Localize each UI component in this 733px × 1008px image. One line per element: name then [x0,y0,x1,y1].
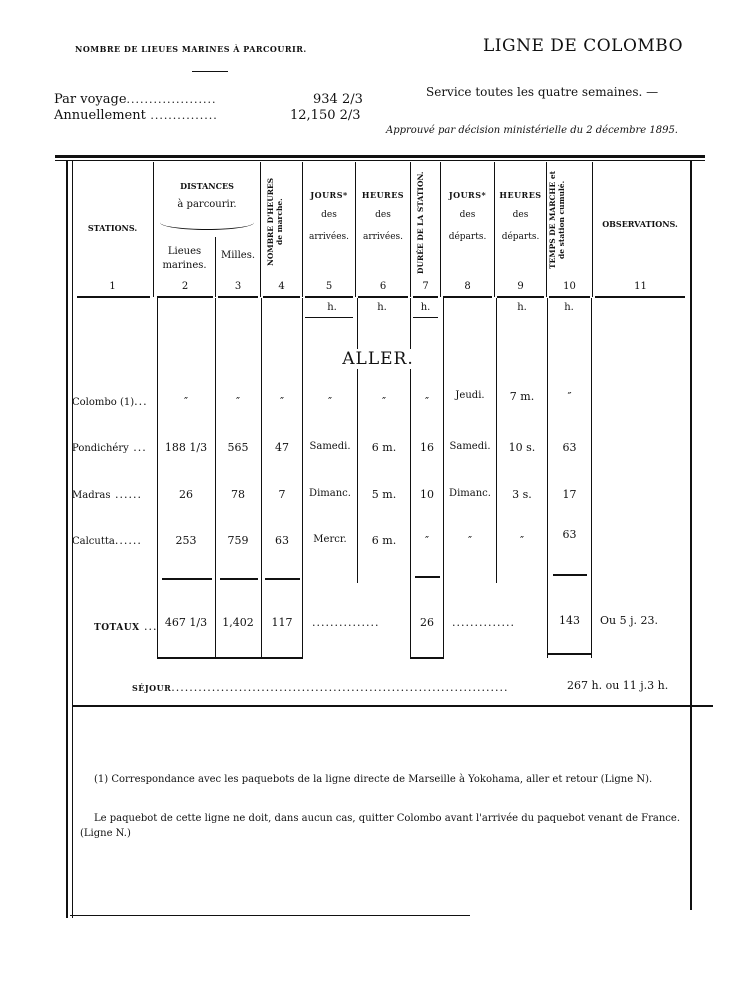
header-underline [549,296,590,298]
total-observation: Ou 5 j. 23. [600,614,658,627]
header-heures-marche: NOMBRE D'HEURES de marche. [266,177,284,267]
annuellement-label: Annuellement ............... [54,108,218,123]
unit-h: h. [327,302,337,313]
row-station: Colombo (1)... [72,395,148,408]
col-sep [260,162,261,297]
totals-box-bottom [157,657,303,659]
line-title: LIGNE DE COLOMBO [483,36,684,56]
cell-heures: 63 [275,534,289,547]
brace-icon [160,215,254,230]
header-stations: STATIONS. [87,223,138,233]
station-name: Pondichéry [72,443,129,454]
section-aller: ALLER. [318,349,438,369]
header-temps-marche: TEMPS DE MARCHE et de station cumulé. [548,170,566,270]
total-cumul: 143 [559,614,580,627]
cell-heure-dep: 7 m. [509,390,535,403]
totals-box-bottom [547,653,592,655]
service-frequency: Service toutes les quatre semaines. — [426,85,659,99]
note-paquebot: Le paquebot de cette ligne ne doit, dans aucun cas, quitter Colombo avant l'arrivée du paquebot venant de France. (Ligne N.) [80,813,680,839]
body-col-sep [302,298,303,658]
unit-h: h. [377,302,387,313]
header-jours-departs: JOURS* des départs. [448,190,487,242]
col-num-3: 3 [234,281,242,292]
totals-label-text: TOTAUX [94,623,140,633]
body-col-sep [443,298,444,658]
header-underline [77,296,150,298]
header-distances: DISTANCES [180,181,234,191]
cell-milles: ″ [235,395,241,408]
sejour-line: SÉJOUR........................................................................... [132,681,509,694]
col-sep [355,162,356,297]
cell-heure-dep: ″ [519,534,525,547]
header-observations: OBSERVATIONS. [602,219,678,229]
cell-jour-dep: ″ [467,534,473,547]
table-left-border [66,160,68,918]
title-rule [192,71,228,72]
top-left-title: NOMBRE DE LIEUES MARINES À PARCOURIR. [75,44,307,54]
total-rule [265,578,300,580]
header-underline [263,296,300,298]
col-num-11: 11 [634,281,647,292]
cell-jour-dep: Samedi. [449,441,491,452]
cell-heures: 47 [275,441,289,454]
col-num-2: 2 [181,281,189,292]
row-station: Pondichéry ... [72,441,147,454]
cell-duree: ″ [424,395,430,408]
body-col-sep [591,298,592,658]
sejour-label: SÉJOUR [132,683,172,693]
header-heures-departs: HEURES des départs. [499,190,542,242]
unit-underline [305,317,353,318]
cell-duree: ″ [424,534,430,547]
header-underline [497,296,544,298]
row-station: Madras ...... [72,488,142,501]
page-bottom-rule [70,915,470,916]
total-rule [220,578,258,580]
col-num-8: 8 [464,281,471,292]
total-heures: 117 [271,616,293,629]
total-rule [553,574,587,576]
col-num-4: 4 [278,281,285,292]
cell-heure-arr: 6 m. [371,534,397,547]
cell-cumul: ″ [567,390,572,403]
header-jours-arrivees: JOURS* des arrivées. [308,190,350,242]
header-underline [218,296,258,298]
col-sep [546,162,547,297]
col-sep [410,162,411,297]
cell-jour-dep: Jeudi. [455,390,485,401]
cell-heure-arr: 5 m. [371,488,397,501]
col-num-9: 9 [517,281,524,292]
cell-milles: 78 [231,488,245,501]
par-voyage-value: 934 2/3 [313,92,363,107]
cell-jour-arr: Samedi. [309,441,351,452]
cell-jour-arr: Dimanc. [309,488,351,499]
col-sep [302,162,303,297]
header-distances-sub: à parcourir. [177,199,237,210]
col-sep [494,162,495,297]
body-col-sep [157,298,158,658]
total-rule [162,578,212,580]
cell-heures: 7 [278,488,286,501]
header-heures-arrivees: HEURES des arrivées. [361,190,405,242]
par-voyage-label: Par voyage.................... [54,92,217,107]
total-milles: 1,402 [222,616,254,629]
col-num-6: 6 [379,281,387,292]
unit-h: h. [420,302,431,313]
col-sep [592,162,593,297]
station-name: Calcutta [72,536,115,547]
cell-duree: 10 [420,488,434,501]
totals-dots: ............... [312,616,380,629]
cell-lieues: ″ [183,395,189,408]
totals-box-bottom [410,657,444,659]
cell-cumul: 17 [562,488,577,501]
annuellement-value: 12,150 2/3 [290,108,361,123]
cell-cumul: 63 [562,528,577,541]
row-station: Calcutta...... [72,534,142,547]
header-duree-station: DURÉE DE LA STATION. [416,171,425,274]
header-underline [305,296,353,298]
cell-lieues: 26 [179,488,193,501]
body-col-sep [547,298,548,658]
header-underline [595,296,685,298]
table-top-rule-thin [55,160,705,161]
body-col-sep [215,298,216,658]
cell-jour-arr: Mercr. [313,534,347,545]
table-bottom-rule [72,705,713,707]
header-underline [443,296,492,298]
cell-jour-arr: ″ [327,395,333,408]
table-right-border [690,160,692,910]
cell-lieues: 253 [175,534,197,547]
header-milles: Milles. [220,250,256,261]
header-underline [413,296,438,298]
cell-jour-dep: Dimanc. [449,488,491,499]
total-duree: 26 [420,616,434,629]
unit-h: h. [564,302,574,313]
col-sep [440,162,441,297]
header-lieues: Lieues marines. [162,246,207,271]
totals-dots: .............. [452,616,515,629]
cell-milles: 759 [227,534,249,547]
col-num-5: 5 [325,281,333,292]
total-rule [415,576,440,578]
col-num-1: 1 [109,281,116,292]
cell-heures: ″ [279,395,285,408]
cell-heure-arr: 6 m. [371,441,397,454]
unit-underline [413,317,438,318]
approval-note: Approuvé par décision ministérielle du 2 décembre 1895. [386,125,678,136]
cell-duree: 16 [420,441,434,454]
header-underline [358,296,408,298]
col-num-10: 10 [563,281,576,292]
station-name: Colombo (1) [72,397,135,408]
station-name: Madras [72,490,111,501]
cell-milles: 565 [227,441,249,454]
cell-cumul: 63 [562,441,577,454]
unit-h: h. [517,302,527,313]
sejour-value: 267 h. ou 11 j.3 h. [567,679,669,692]
cell-lieues: 188 1/3 [164,441,208,454]
table-top-rule [55,155,705,158]
col-sep [153,162,154,297]
col-num-7: 7 [422,281,429,292]
cell-heure-dep: 10 s. [508,441,536,454]
body-col-sep [261,298,262,658]
header-underline [157,296,213,298]
cell-heure-arr: ″ [381,395,387,408]
totals-label: TOTAUX ... [94,620,158,633]
total-lieues: 467 1/3 [164,616,208,629]
note-correspondance: (1) Correspondance avec les paquebots de la ligne directe de Marseille à Yokohama, aller et retour (Ligne N). [94,774,653,785]
cell-heure-dep: 3 s. [512,488,532,501]
